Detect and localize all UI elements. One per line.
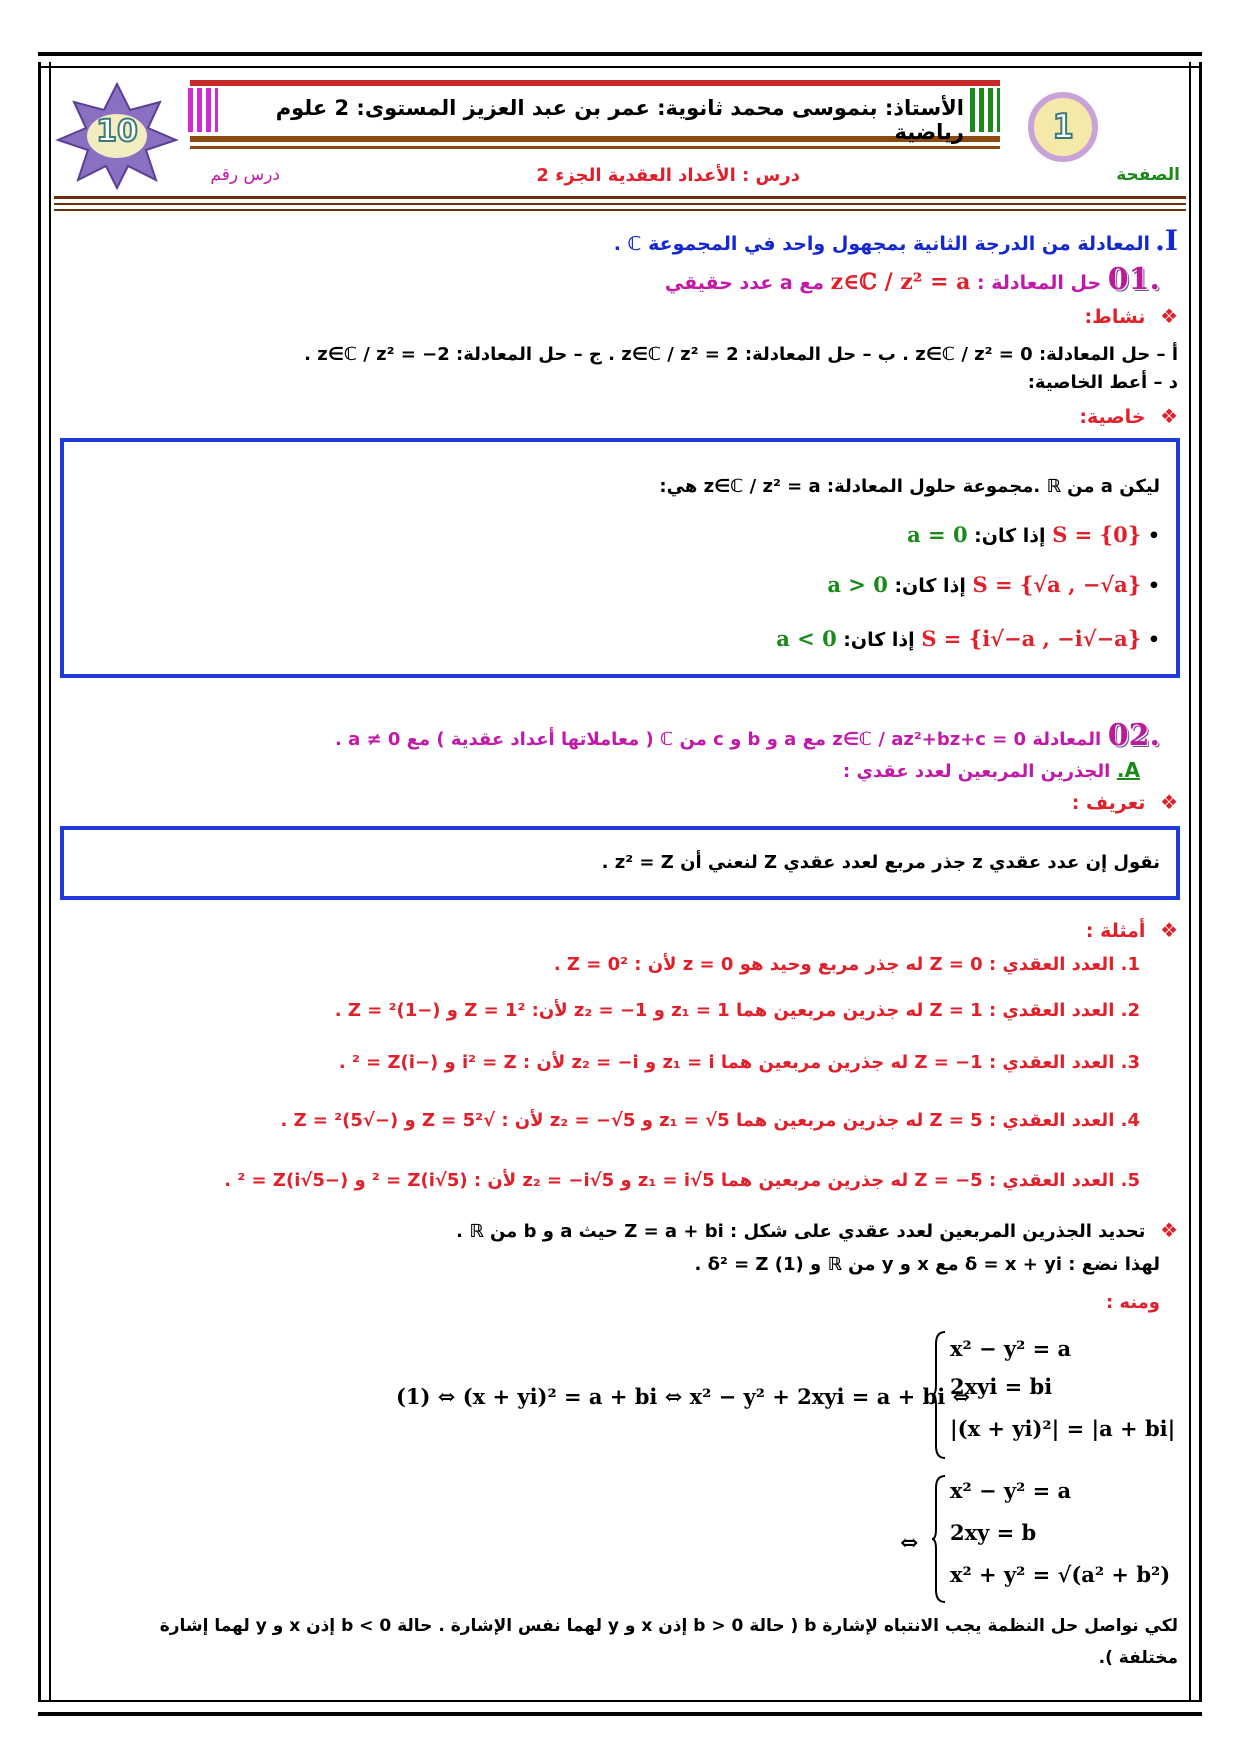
section-title: المعادلة من الدرجة الثانية بمجهول واحد في المجموعة ℂ . [613, 233, 1151, 255]
bullet-dot-icon: • [1147, 575, 1160, 597]
determination-heading [60, 1218, 1178, 1242]
system-2-row-2: 2xy = b [950, 1520, 1037, 1545]
footer-line-2: مختلفة ). [1098, 1648, 1178, 1668]
frame-left-border [38, 62, 51, 1702]
subsection-tail: مع a عدد حقيقي [664, 272, 825, 294]
determination-title: تحديد الجذرين المربعين لعدد عقدي على شكل : Z = a + bi حيث a و b من ℝ . [456, 1221, 1146, 1242]
subsection-A [60, 758, 1140, 782]
system-1-row-2: 2xyi = bi [950, 1374, 1053, 1399]
subsection-number: .01 [1107, 262, 1160, 297]
case-cond-text: إذا كان: [836, 629, 915, 651]
lesson-number-label: درس رقم [210, 165, 280, 185]
system-2-row-3: x² + y² = √(a² + b²) [950, 1562, 1171, 1587]
system-1-row-1: x² − y² = a [950, 1336, 1072, 1361]
case-set: S = {i√−a , −i√−a} [921, 626, 1142, 651]
activity-line-2: د – أعط الخاصية: [1027, 372, 1178, 393]
examples-label: أمثلة : [1085, 920, 1146, 942]
lesson-title: درس : الأعداد العقدية الجزء 2 [536, 165, 800, 186]
property-case-0 [80, 522, 1160, 547]
diamond-bullet-icon: ❖ [1160, 790, 1178, 814]
definition-text: نقول إن عدد عقدي z جذر مربع لعدد عقدي Z لنعني أن z² = Z . [601, 852, 1160, 873]
right-color-bars [970, 88, 1000, 132]
diamond-bullet-icon: ❖ [1160, 918, 1178, 942]
case-cond-text: إذا كان: [887, 575, 966, 597]
system-1-brace [932, 1330, 946, 1460]
frame-right-border [1189, 62, 1202, 1702]
teacher-line: الأستاذ: بنموسى محمد ثانوية: عمر بن عبد العزيز المستوى: 2 علوم رياضية [275, 96, 964, 144]
diamond-bullet-icon: ❖ [1160, 404, 1178, 428]
diamond-bullet-icon: ❖ [1160, 304, 1178, 328]
page-label: الصفحة [1116, 165, 1180, 185]
lesson-number-star [52, 80, 182, 190]
header-separator-3 [54, 209, 1186, 211]
frame-top-border [38, 52, 1202, 68]
case-cond: a > 0 [827, 572, 888, 597]
page-number: 1 [1052, 107, 1074, 147]
brace-icon [932, 1330, 946, 1460]
page-number-badge [1028, 92, 1098, 162]
activity-line-1: أ – حل المعادلة: z∈ℂ / z² = 0 . ب – حل المعادلة: z∈ℂ / z² = 2 . ج – حل المعادلة: z∈ℂ / z² = −2 . [304, 344, 1178, 365]
system-2-row-1: x² − y² = a [950, 1478, 1072, 1503]
example-item-3: 3. العدد العقدي : Z = −1 له جذرين مربعين هما z₁ = i و z₂ = −i لأن : i² = Z و (−i)² = Z . [338, 1052, 1140, 1073]
case-set: S = {√a , −√a} [972, 572, 1142, 597]
section-roman: I. [1155, 224, 1178, 257]
example-item-2: 2. العدد العقدي : Z = 1 له جذرين مربعين هما z₁ = 1 و z₂ = −1 لأن: 1² = Z و (−1)² = Z . [334, 1000, 1140, 1021]
example-item-4: 4. العدد العقدي : Z = 5 له جذرين مربعين هما z₁ = √5 و z₂ = −√5 لأن : √5² = Z و (−√5)² = Z . [280, 1110, 1140, 1131]
subsection-letter: A. [1116, 758, 1140, 782]
subsection-A-title: الجذرين المربعين لعدد عقدي : [843, 761, 1111, 782]
property-heading [60, 404, 1178, 428]
property-case-2 [80, 626, 1160, 651]
property-case-1 [80, 572, 1160, 597]
equation-1-left: (1) ⇔ (x + yi)² = a + bi ⇔ x² − y² + 2xyi = a + bi ⇔ [396, 1384, 971, 1409]
activity-label: نشاط: [1084, 306, 1146, 328]
brace-icon [932, 1474, 946, 1604]
subsection-text: المعادلة z∈ℂ / az²+bz+c = 0 مع a و b و c من ℂ ( معاملاتها أعداد عقدية ) مع a ≠ 0 . [334, 729, 1102, 750]
frame-bottom-border [38, 1700, 1202, 1716]
section-heading [60, 224, 1178, 257]
subsection-number: .02 [1107, 718, 1160, 753]
system-2-brace [932, 1474, 946, 1604]
left-color-bars [188, 88, 218, 132]
footer-line-1: لكي نواصل حل النظمة يجب الانتباه لإشارة b ( حالة b > 0 إذن x و y لهما نفس الإشارة . حالة b < 0 إذن x و y لهما إشارة [159, 1616, 1178, 1636]
case-cond-text: إذا كان: [967, 525, 1046, 547]
property-intro: ليكن a من ℝ .مجموعة حلول المعادلة: z∈ℂ / z² = a هي: [659, 476, 1160, 497]
definition-label: تعريف : [1071, 792, 1146, 814]
system-1-row-3: |(x + yi)²| = |a + bi| [950, 1416, 1176, 1441]
property-label: خاصية: [1079, 406, 1146, 428]
determination-line-1: لهذا نضع : δ = x + yi مع x و y من ℝ و δ² = Z (1) . [694, 1254, 1160, 1275]
diamond-bullet-icon: ❖ [1160, 1218, 1178, 1242]
header-separator-2 [54, 203, 1186, 205]
determination-line-2: ومنه : [1105, 1292, 1160, 1313]
case-cond: a = 0 [907, 522, 968, 547]
header-separator-1 [54, 196, 1186, 199]
header-thin-stripe [190, 146, 1000, 149]
activity-heading [60, 304, 1178, 328]
bullet-dot-icon: • [1147, 525, 1160, 547]
example-item-5: 5. العدد العقدي : Z = −5 له جذرين مربعين هما z₁ = i√5 و z₂ = −i√5 لأن : (i√5)² = Z و (−i√5)² = Z . [224, 1170, 1140, 1191]
example-item-1: 1. العدد العقدي : Z = 0 له جذر مربع وحيد هو z = 0 لأن : 0² = Z . [553, 954, 1140, 975]
case-set: S = {0} [1052, 522, 1142, 547]
header-top-stripe [190, 80, 1000, 86]
subsection-title: حل المعادلة : [970, 272, 1102, 294]
subsection-01 [60, 262, 1160, 297]
subsection-equation: z∈ℂ / z² = a [830, 269, 971, 295]
case-cond: a < 0 [776, 626, 837, 651]
subsection-02 [60, 718, 1160, 753]
bullet-dot-icon: • [1147, 629, 1160, 651]
definition-heading [60, 790, 1178, 814]
lesson-number: 10 [96, 114, 138, 149]
examples-heading [60, 918, 1178, 942]
equation-2-left: ⇔ [900, 1530, 919, 1556]
